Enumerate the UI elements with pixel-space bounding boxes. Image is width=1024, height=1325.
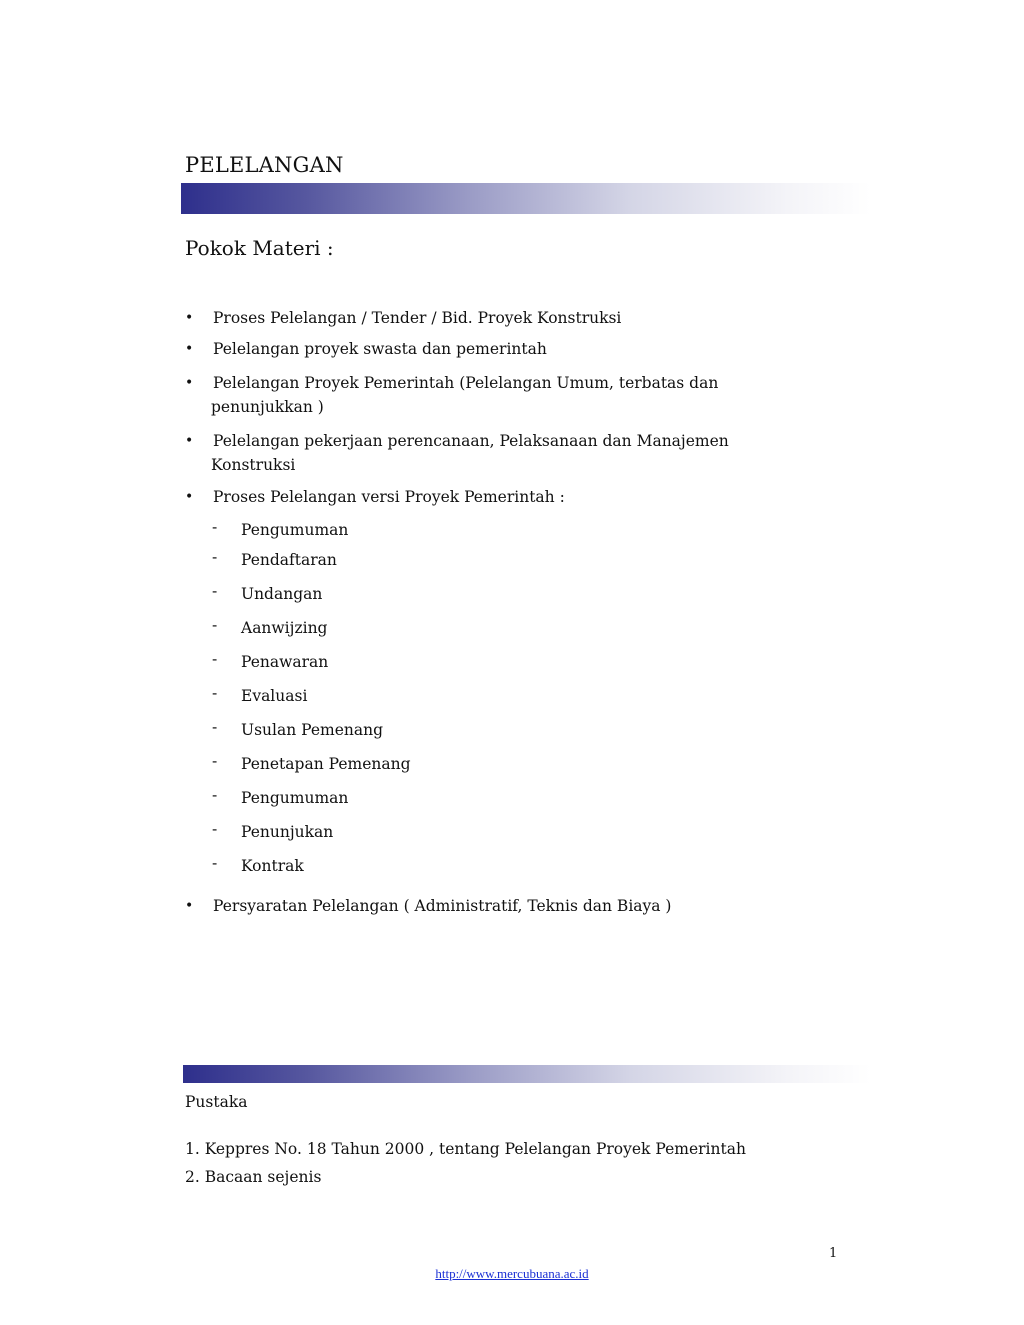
dash-marker: - xyxy=(212,582,218,600)
step-text: Kontrak xyxy=(241,857,304,875)
reference-item: 2. Bacaan sejenis xyxy=(185,1168,322,1186)
list-item xyxy=(185,337,745,361)
list-item xyxy=(185,371,745,419)
dash-marker: - xyxy=(212,518,218,536)
header-band xyxy=(181,183,871,214)
step-text: Aanwijzing xyxy=(241,619,328,637)
step-text: Evaluasi xyxy=(241,687,308,705)
list-item-text-continued: penunjukkan ) xyxy=(211,398,324,416)
bullet-marker: • xyxy=(185,489,194,505)
list-item-text: Proses Pelelangan versi Proyek Pemerintah : xyxy=(213,488,565,506)
list-item-text: Pelelangan proyek swasta dan pemerintah xyxy=(213,340,547,358)
page-title: PELELANGAN xyxy=(185,153,344,177)
reference-item: 1. Keppres No. 18 Tahun 2000 , tentang Pelelangan Proyek Pemerintah xyxy=(185,1140,746,1158)
step-item xyxy=(212,855,304,877)
section-subtitle: Pokok Materi : xyxy=(185,236,334,260)
list-item xyxy=(185,306,745,330)
bullet-marker: • xyxy=(185,898,194,914)
page-number: 1 xyxy=(829,1246,838,1261)
step-text: Penetapan Pemenang xyxy=(241,755,411,773)
list-item xyxy=(185,485,745,509)
step-text: Pendaftaran xyxy=(241,551,337,569)
bullet-marker: • xyxy=(185,375,194,391)
step-item xyxy=(212,583,322,605)
references-heading: Pustaka xyxy=(185,1093,248,1111)
step-text: Penawaran xyxy=(241,653,329,671)
step-item xyxy=(212,549,337,571)
dash-marker: - xyxy=(212,684,218,702)
list-item-text: Pelelangan Proyek Pemerintah (Pelelangan Umum, terbatas dan xyxy=(213,374,719,392)
footer-url-link[interactable]: http://www.mercubuana.ac.id xyxy=(435,1266,589,1281)
step-item xyxy=(212,617,327,639)
bullet-marker: • xyxy=(185,341,194,357)
list-item-text: Persyaratan Pelelangan ( Administratif, Teknis dan Biaya ) xyxy=(213,897,672,915)
step-item xyxy=(212,821,333,843)
dash-marker: - xyxy=(212,548,218,566)
step-text: Usulan Pemenang xyxy=(241,721,384,739)
list-item-text: Proses Pelelangan / Tender / Bid. Proyek Konstruksi xyxy=(213,309,622,327)
dash-marker: - xyxy=(212,820,218,838)
step-text: Pengumuman xyxy=(241,521,349,539)
step-item xyxy=(212,787,348,809)
step-item xyxy=(212,651,328,673)
list-item-text: Pelelangan pekerjaan perencanaan, Pelaksanaan dan Manajemen xyxy=(213,432,729,450)
bullet-marker: • xyxy=(185,433,194,449)
step-item xyxy=(212,519,348,541)
step-text: Undangan xyxy=(241,585,323,603)
dash-marker: - xyxy=(212,718,218,736)
step-text: Penunjukan xyxy=(241,823,334,841)
step-item xyxy=(212,719,383,741)
dash-marker: - xyxy=(212,650,218,668)
dash-marker: - xyxy=(212,752,218,770)
bullet-marker: • xyxy=(185,310,194,326)
step-item xyxy=(212,685,307,707)
dash-marker: - xyxy=(212,854,218,872)
list-item-text-continued: Konstruksi xyxy=(211,456,296,474)
list-item xyxy=(185,429,745,477)
step-item xyxy=(212,753,411,775)
dash-marker: - xyxy=(212,616,218,634)
list-item xyxy=(185,894,805,918)
step-text: Pengumuman xyxy=(241,789,349,807)
footer xyxy=(0,1266,1024,1282)
dash-marker: - xyxy=(212,786,218,804)
footer-band xyxy=(183,1065,871,1083)
